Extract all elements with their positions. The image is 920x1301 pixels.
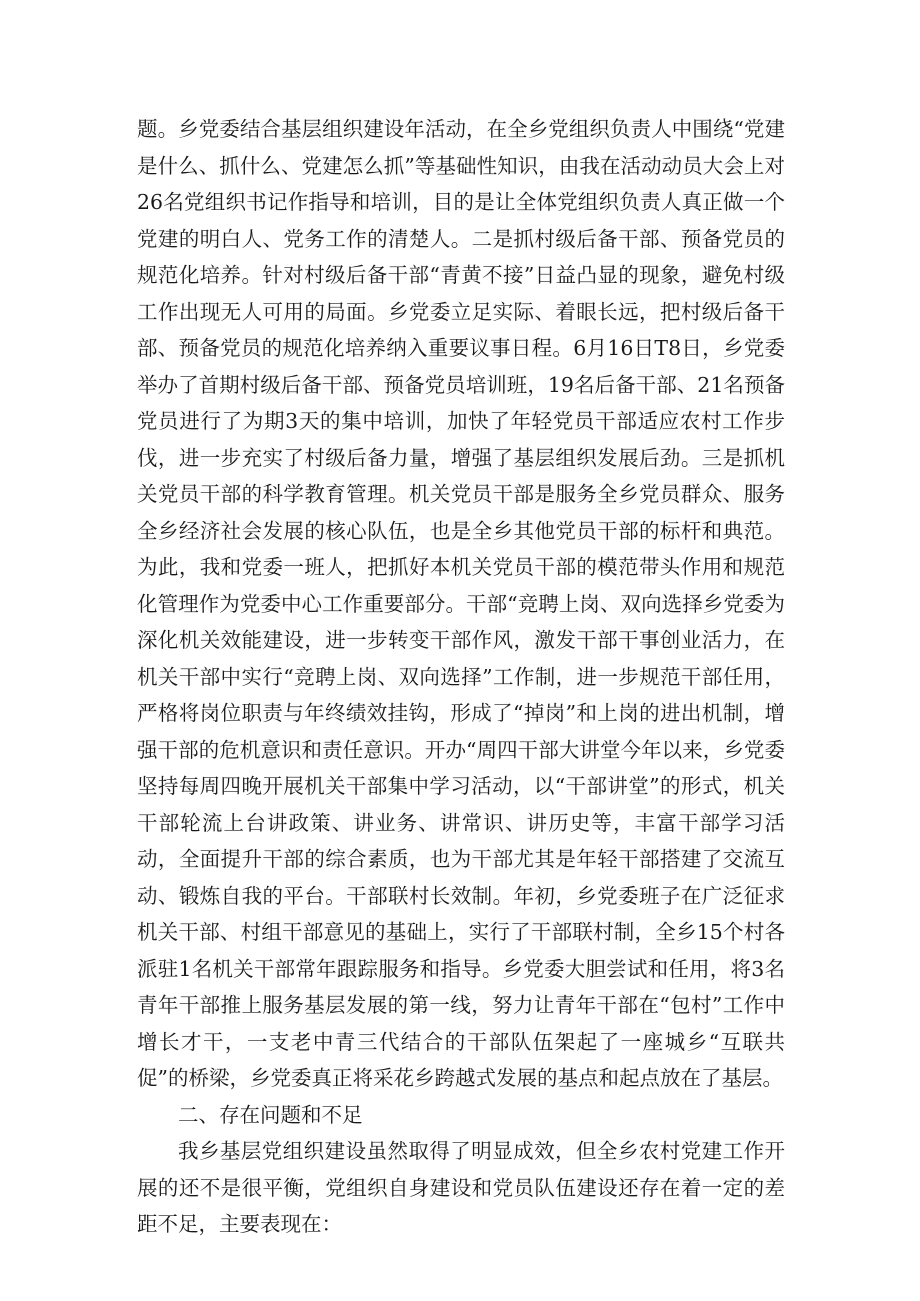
body-paragraph: 我乡基层党组织建设虽然取得了明显成效，但全乡农村党建工作开展的还不是很平衡，党组织自身建设和党员队伍建设还存在着一定的差距不足，主要表现在： [137, 1139, 785, 1236]
document-body [137, 111, 785, 1243]
body-paragraph-continuation: 题。乡党委结合基层组织建设年活动，在全乡党组织负责人中围绕“党建是什么、抓什么、党建怎么抓”等基础性知识，由我在活动动员大会上对26名党组织书记作指导和培训，目的是让全体党组织负责人真正做一个党建的明白人、党务工作的清楚人。二是抓村级后备干部、预备党员的规范化培养。针对村级后备干部“青黄不接”日益凸显的现象，避免村级工作出现无人可用的局面。乡党委立足实际、着眼长远，把村级后备干部、预备党员的规范化培养纳入重要议事日程。6月16日T8日，乡党委举办了首期村级后备干部、预备党员培训班，19名后备干部、21名预备党员进行了为期3天的集中培训，加快了年轻党员干部适应农村工作步伐，进一步充实了村级后备力量，增强了基层组织发展后劲。三是抓机关党员干部的科学教育管理。机关党员干部是服务全乡党员群众、服务全乡经济社会发展的核心队伍，也是全乡其他党员干部的标杆和典范。为此，我和党委一班人，把抓好本机关党员干部的模范带头作用和规范化管理作为党委中心工作重要部分。干部“竞聘上岗、双向选择乡党委为深化机关效能建设，进一步转变干部作风，激发干部干事创业活力，在机关干部中实行“竞聘上岗、双向选择”工作制，进一步规范干部任用，严格将岗位职责与年终绩效挂钩，形成了“掉岗”和上岗的进出机制，增强干部的危机意识和责任意识。开办“周四干部大讲堂今年以来，乡党委坚持每周四晚开展机关干部集中学习活动，以“干部讲堂”的形式，机关干部轮流上台讲政策、讲业务、讲常识、讲历史等，丰富干部学习活动，全面提升干部的综合素质，也为干部尤其是年轻干部搭建了交流互动、锻炼自我的平台。干部联村长效制。年初，乡党委班子在广泛征求机关干部、村组干部意见的基础上，实行了干部联村制，全乡15个村各派驻1名机关干部常年跟踪服务和指导。乡党委大胆尝试和任用，将3名青年干部推上服务基层发展的第一线，努力让青年干部在“包村”工作中增长才干，一支老中青三代结合的干部队伍架起了一座城乡“互联共促”的桥梁，乡党委真正将采花乡跨越式发展的基点和起点放在了基层。 [137, 117, 785, 1090]
section-heading: 二、存在问题和不足 [178, 1102, 363, 1127]
